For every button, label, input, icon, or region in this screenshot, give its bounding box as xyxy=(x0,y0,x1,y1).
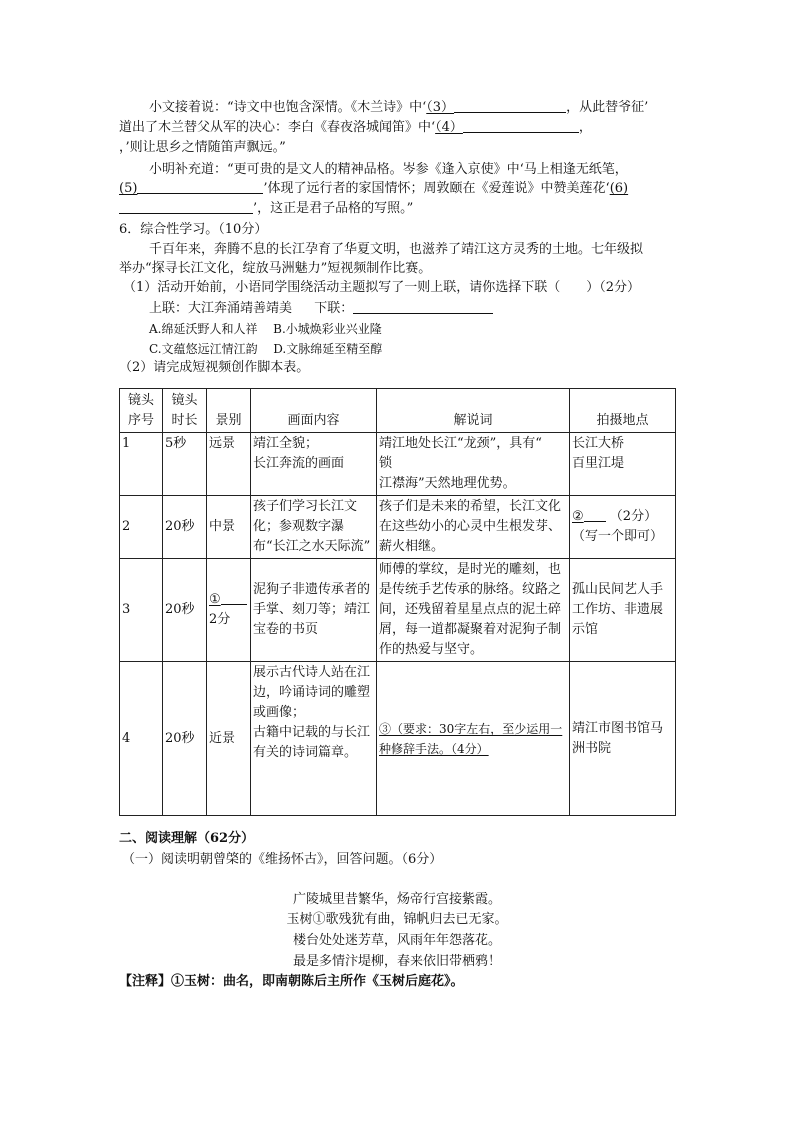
row2-no: 2 xyxy=(120,496,163,559)
blank-5: (5) xyxy=(119,181,138,196)
answer-blank-2[interactable]: ② xyxy=(572,509,584,524)
para2-line1: 小明补充道：“更可贵的是文人的精神品格。岑参《逢入京使》中‘马上相逢无纸笔， xyxy=(149,162,628,177)
poem-line3: 楼台处处迷芳草，风雨年年怨落花。 xyxy=(292,933,501,948)
table-header-row xyxy=(120,389,676,433)
row1-content: 靖江全貌； 长江奔流的画面 xyxy=(251,433,377,496)
row2-time: 20秒 xyxy=(163,496,207,559)
para1-line2: 道出了木兰替父从军的决心：李白《春夜洛城闻笛》中‘（4） ， xyxy=(119,120,592,135)
q6-sub1: （1）活动开始前，小语同学围绕活动主题拟写了一则上联，请你选择下联（ ）（2分） xyxy=(123,280,641,295)
header-shot-duration: 镜头 时长 xyxy=(163,389,207,433)
answer-blank-2-line xyxy=(584,507,606,522)
row4-location: 靖江市图书馆马洲书院 xyxy=(570,662,676,816)
para1-line3: ，’则让思乡之情随笛声飘远。” xyxy=(119,140,286,155)
option-b: B.小城焕彩业兴业隆 xyxy=(273,322,382,336)
row3-content: 泥狗子非遗传承者的手掌、刻刀等；靖江宝卷的书页 xyxy=(251,559,377,662)
options-row2 xyxy=(149,339,382,359)
answer-blank-1-line xyxy=(221,590,247,605)
row4-narration[interactable] xyxy=(377,662,570,816)
row4-no: 4 xyxy=(120,662,163,816)
table-row xyxy=(120,559,676,662)
table-row xyxy=(120,662,676,816)
blank-6: (6) xyxy=(609,181,629,196)
para2-line2: (5) ’体现了远行者的家国情怀；周敦颐在《爱莲说》中赞美莲花‘(6) xyxy=(119,181,629,196)
section2-sub: （一）阅读明朝曾棨的《维扬怀古》，回答问题。（6分） xyxy=(122,852,443,867)
options-row1 xyxy=(149,319,382,339)
script-table xyxy=(119,388,676,816)
para1-line1: 小文接着说：“诗文中也饱含深情。《木兰诗》中‘（3） ，从此替爷征’ xyxy=(149,100,649,115)
note-text: ①玉树：曲名，即南朝陈后主所作《玉树后庭花》。 xyxy=(171,974,464,989)
couplet-up: 上联：大江奔涌靖善靖美 xyxy=(149,301,293,316)
header-picture: 画面内容 xyxy=(251,389,377,433)
table-row xyxy=(120,433,676,496)
row2-content: 孩子们学习长江文化；参观数字瀑布“长江之水天际流” xyxy=(251,496,377,559)
row4-view: 近景 xyxy=(207,662,251,816)
header-narration: 解说词 xyxy=(377,389,570,433)
blank-3: （3） xyxy=(426,100,455,115)
header-location: 拍摄地点 xyxy=(570,389,676,433)
couplet-line xyxy=(149,299,493,319)
blank-4: （4） xyxy=(435,120,463,135)
blank-4-line xyxy=(463,118,579,133)
option-d: D.文脉绵延至精至醇 xyxy=(273,342,383,356)
row1-location: 长江大桥 百里江堤 xyxy=(570,433,676,496)
row3-time: 20秒 xyxy=(163,559,207,662)
blank-5-line xyxy=(137,179,263,194)
q6-sub2: （2）请完成短视频创作脚本表。 xyxy=(119,360,310,375)
row2-view: 中景 xyxy=(207,496,251,559)
blank-3-line xyxy=(454,98,566,113)
row1-no: 1 xyxy=(120,433,163,496)
table-row xyxy=(120,496,676,559)
q6-intro-line2: 举办“探寻长江文化，绽放马洲魅力”短视频制作比赛。 xyxy=(119,261,432,276)
q6-title: 6．综合性学习。（10分） xyxy=(119,222,268,237)
row1-narration: 靖江地处长江“龙颈”，具有“ 锁 江襟海”天然地理优势。 xyxy=(377,433,570,496)
answer-blank-3[interactable]: ③（要求：30字左右，至少运用一种修辞手法。（4分） xyxy=(379,721,563,756)
poem-line1: 广陵城里昔繁华，炀帝行宫接紫霞。 xyxy=(292,892,501,907)
option-c: C.文蕴悠远江情江韵 xyxy=(149,342,258,356)
note-line xyxy=(119,972,464,992)
q6-intro-line1: 千百年来，奔腾不息的长江孕育了华夏文明，也滋养了靖江这方灵秀的土地。七年级拟 xyxy=(149,242,644,257)
header-scene: 景别 xyxy=(207,389,251,433)
note-label: 【注释】 xyxy=(119,974,172,989)
para2-line3: ’，这正是君子品格的写照。” xyxy=(119,199,413,219)
section2-title: 二、阅读理解（62分） xyxy=(119,831,255,846)
row3-location: 孤山民间艺人手工作坊、非遗展示馆 xyxy=(570,559,676,662)
poem-line2: 玉树①歌残犹有曲，锦帆归去已无家。 xyxy=(286,912,508,927)
row2-narration: 孩子们是未来的希望，长江文化在这些幼小的心灵中生根发芽、薪火相继。 xyxy=(377,496,570,559)
blank-6-line xyxy=(119,199,253,214)
answer-blank-1: ① xyxy=(209,592,221,607)
couplet-down: 下联： xyxy=(314,301,354,316)
couplet-down-blank xyxy=(353,299,493,314)
row3-view[interactable]: ① 2分 xyxy=(207,559,251,662)
row1-view: 远景 xyxy=(207,433,251,496)
option-a: A.绵延沃野人和人祥 xyxy=(149,322,258,336)
row3-narration: 师傅的掌纹，是时光的雕刻，也是传统手艺传承的脉络。纹路之间，还残留着星星点点的泥土碎屑，每一道都凝聚着对泥狗子制作的热爱与坚守。 xyxy=(377,559,570,662)
row3-no: 3 xyxy=(120,559,163,662)
row4-time: 20秒 xyxy=(163,662,207,816)
header-shot-no: 镜头 序号 xyxy=(120,389,163,433)
row4-content: 展示古代诗人站在江边，吟诵诗词的雕塑或画像； 古籍中记载的与长江有关的诗词篇章。 xyxy=(251,662,377,816)
poem-line4: 最是多情汴堤柳，春来依旧带栖鸦！ xyxy=(292,954,501,969)
row1-time: 5秒 xyxy=(163,433,207,496)
row2-location[interactable]: ② （2分） （写一个即可） xyxy=(570,496,676,559)
